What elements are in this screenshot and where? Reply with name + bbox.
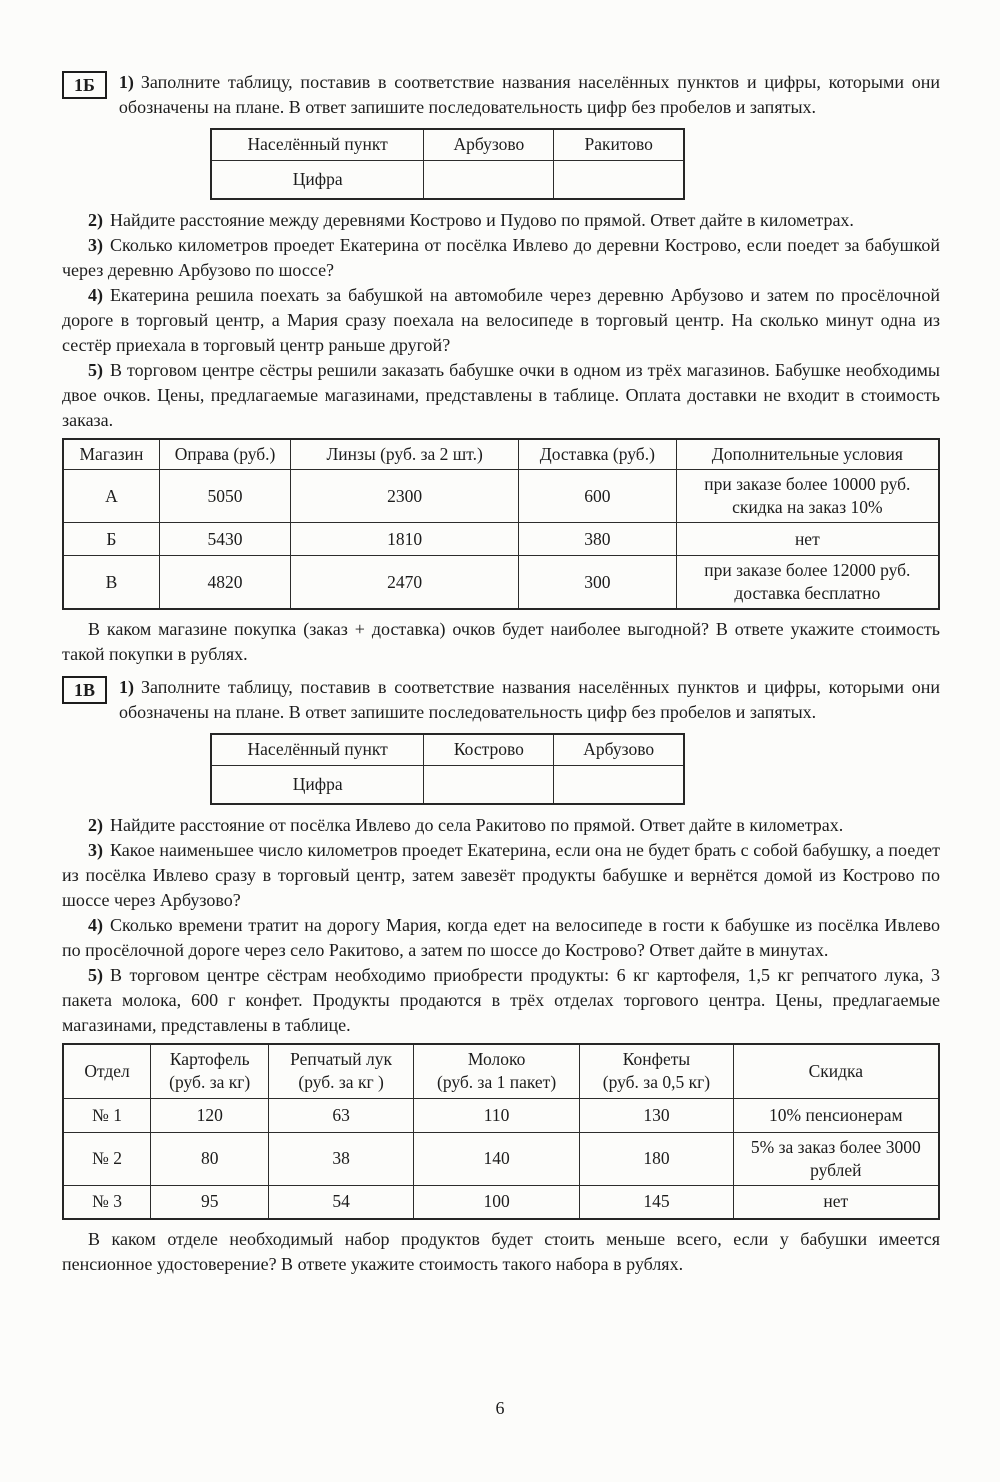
cell-dept-name: № 1 [63, 1098, 151, 1132]
section-1v [62, 675, 940, 1277]
cell-digit-label: Цифра [211, 160, 424, 199]
cell-answer-empty [424, 765, 554, 804]
cell-candy-price: 180 [580, 1132, 733, 1185]
task-text: Какое наименьшее число километров проедет Екатерина, если она не будет брать с собой бабушку, а поедет из посёлка Ивлево сразу в торговый центр, затем завезёт продукты бабушке и вернётся домой из Кострово по шоссе через Арбузово? [62, 840, 940, 910]
cell-lenses-price: 2300 [291, 470, 519, 523]
cell-milk-price: 100 [413, 1185, 579, 1219]
cell-onion-price: 38 [269, 1132, 414, 1185]
header-delivery: Доставка (руб.) [519, 439, 677, 470]
table-row [211, 765, 684, 804]
page-number: 6 [495, 1398, 505, 1418]
header-line1: Скидка [808, 1060, 864, 1081]
cell-potato-price: 120 [151, 1098, 269, 1132]
cell-digit-label: Цифра [211, 765, 424, 804]
header-conditions: Дополнительные условия [676, 439, 939, 470]
task-1v-3 [62, 838, 940, 913]
settlement-table-1b [210, 128, 685, 200]
closing-question-1b: В каком магазине покупка (заказ + доставка) очков будет наиболее выгодной? В ответе укажите стоимость такой покупки в рублях. [62, 619, 940, 664]
table-row-shop-v [63, 556, 939, 610]
cell-onion-price: 54 [269, 1185, 414, 1219]
task-text: Найдите расстояние от посёлка Ивлево до села Ракитово по прямой. Ответ дайте в километрах. [110, 815, 844, 835]
header-line2: (руб. за 0,5 кг) [602, 1072, 711, 1093]
header-arbuzovo: Арбузово [554, 734, 684, 765]
cell-answer-empty [554, 160, 684, 199]
task-text: Сколько времени тратит на дорогу Мария, когда едет на велосипеде в гости к бабушке из посёлка Ивлево по просёлочной дороге через село Ракитово, а затем по шоссе до Кострово? Ответ дайте в минутах. [62, 915, 940, 960]
task-number: 2) [88, 815, 103, 835]
header-line1: Картофель [169, 1049, 250, 1070]
task-1b-1 [119, 70, 940, 120]
variant-row-1v [62, 675, 940, 725]
task-number: 1) [118, 72, 134, 92]
cell-delivery-price: 380 [519, 523, 677, 556]
task-text: В торговом центре сёстры решили заказать бабушке очки в одном из трёх магазинов. Бабушке необходимы двое очков. Цены, предлагаемые магазинами, представлены в таблице. Оплата доставки не входит в стоимость заказа. [62, 360, 940, 430]
task-number: 5) [88, 360, 103, 380]
table-row [211, 160, 684, 199]
table-row-dept-3 [63, 1185, 939, 1219]
header-milk [413, 1044, 579, 1098]
task-1v-5 [62, 963, 940, 1038]
cell-lenses-price: 2470 [291, 556, 519, 610]
header-line2: (руб. за кг ) [298, 1072, 384, 1093]
task-1v-1 [119, 675, 940, 725]
cell-answer-empty [424, 160, 554, 199]
task-number: 4) [88, 915, 103, 935]
cell-discount: нет [733, 1185, 939, 1219]
cell-shop-name: В [63, 556, 159, 610]
header-potato [151, 1044, 269, 1098]
departments-price-table [62, 1043, 940, 1220]
cell-candy-price: 130 [580, 1098, 733, 1132]
table-header-row [211, 734, 684, 765]
cell-frame-price: 5050 [159, 470, 290, 523]
header-line1: Конфеты [622, 1049, 691, 1070]
task-number: 1) [119, 677, 135, 697]
task-text: Сколько километров проедет Екатерина от посёлка Ивлево до деревни Кострово, если поедет за бабушкой через деревню Арбузово по шоссе? [62, 235, 940, 280]
cell-shop-name: Б [63, 523, 159, 556]
cell-potato-price: 80 [151, 1132, 269, 1185]
variant-badge-1b: 1Б [62, 71, 107, 99]
cell-conditions: нет [676, 523, 939, 556]
task-number: 2) [88, 210, 103, 230]
task-1b-5 [62, 358, 940, 433]
header-department [63, 1044, 151, 1098]
task-text: Заполните таблицу, поставив в соответствие названия населённых пунктов и цифры, которыми они обозначены на плане. В ответ запишите последовательность цифр без пробелов и запятых. [119, 677, 940, 722]
cell-dept-name: № 2 [63, 1132, 151, 1185]
cell-lenses-price: 1810 [291, 523, 519, 556]
cell-potato-price: 95 [151, 1185, 269, 1219]
cell-shop-name: А [63, 470, 159, 523]
cell-milk-price: 110 [413, 1098, 579, 1132]
task-1v-4 [62, 913, 940, 963]
header-settlement: Населённый пункт [211, 734, 424, 765]
cell-conditions: при заказе более 12000 руб. доставка бесплатно [676, 556, 939, 610]
task-number: 4) [88, 285, 103, 305]
header-rakitovo: Ракитово [554, 129, 684, 160]
task-1b-2 [62, 208, 940, 233]
header-kostrovo: Кострово [424, 734, 554, 765]
cell-candy-price: 145 [580, 1185, 733, 1219]
header-line2: (руб. за 1 пакет) [437, 1072, 557, 1093]
cell-milk-price: 140 [413, 1132, 579, 1185]
header-line1: Молоко [467, 1049, 526, 1070]
task-text: Найдите расстояние между деревнями Кострово и Пудово по прямой. Ответ дайте в километрах. [110, 210, 854, 230]
task-number: 3) [88, 840, 103, 860]
cell-frame-price: 5430 [159, 523, 290, 556]
header-settlement: Населённый пункт [211, 129, 424, 160]
header-line1: Отдел [84, 1060, 130, 1081]
cell-dept-name: № 3 [63, 1185, 151, 1219]
header-lenses: Линзы (руб. за 2 шт.) [291, 439, 519, 470]
cell-answer-empty [554, 765, 684, 804]
cell-delivery-price: 300 [519, 556, 677, 610]
header-shop: Магазин [63, 439, 159, 470]
table-row-shop-a [63, 470, 939, 523]
section-1b [62, 70, 940, 667]
cell-discount: 10% пенсионерам [733, 1098, 939, 1132]
table-row-dept-1 [63, 1098, 939, 1132]
header-line1: Репчатый лук [290, 1049, 393, 1070]
task-text: Заполните таблицу, поставив в соответствие названия населённых пунктов и цифры, которыми они обозначены на плане. В ответ запишите последовательность цифр без пробелов и запятых. [118, 72, 940, 117]
variant-row-1b [62, 70, 940, 120]
header-frame: Оправа (руб.) [159, 439, 290, 470]
header-candy [580, 1044, 733, 1098]
cell-discount: 5% за заказ более 3000 рублей [733, 1132, 939, 1185]
header-line2: (руб. за кг) [169, 1072, 251, 1093]
header-discount [733, 1044, 939, 1098]
task-1b-4 [62, 283, 940, 358]
cell-delivery-price: 600 [519, 470, 677, 523]
table-header-row [63, 1044, 939, 1098]
task-number: 3) [88, 235, 103, 255]
task-1b-3 [62, 233, 940, 283]
table-header-row [63, 439, 939, 470]
table-row-dept-2 [63, 1132, 939, 1185]
task-1v-2 [62, 813, 940, 838]
task-text: Екатерина решила поехать за бабушкой на автомобиле через деревню Арбузово и затем по просёлочной дороге в торговый центр, а Мария сразу поехала на велосипеде в торговый центр. На сколько минут одна из сестёр приехала в торговый центр раньше другой? [62, 285, 940, 355]
table-header-row [211, 129, 684, 160]
closing-question-1v: В каком отделе необходимый набор продуктов будет стоить меньше всего, если у бабушки имеется пенсионное удостоверение? В ответе укажите стоимость такого набора в рублях. [62, 1229, 940, 1274]
header-arbuzovo: Арбузово [424, 129, 554, 160]
table-row-shop-b [63, 523, 939, 556]
task-text: В торговом центре сёстрам необходимо приобрести продукты: 6 кг картофеля, 1,5 кг репчатого лука, 3 пакета молока, 600 г конфет. Продукты продаются в трёх отделах торгового центра. Цены, предлагаемые магазинами, представлены в таблице. [62, 965, 940, 1035]
settlement-table-1v [210, 733, 685, 805]
task-number: 5) [88, 965, 103, 985]
header-onion [269, 1044, 414, 1098]
variant-badge-1v: 1В [62, 676, 107, 704]
cell-conditions: при заказе более 10000 руб. скидка на заказ 10% [676, 470, 939, 523]
cell-frame-price: 4820 [159, 556, 290, 610]
shops-price-table [62, 438, 940, 610]
cell-onion-price: 63 [269, 1098, 414, 1132]
